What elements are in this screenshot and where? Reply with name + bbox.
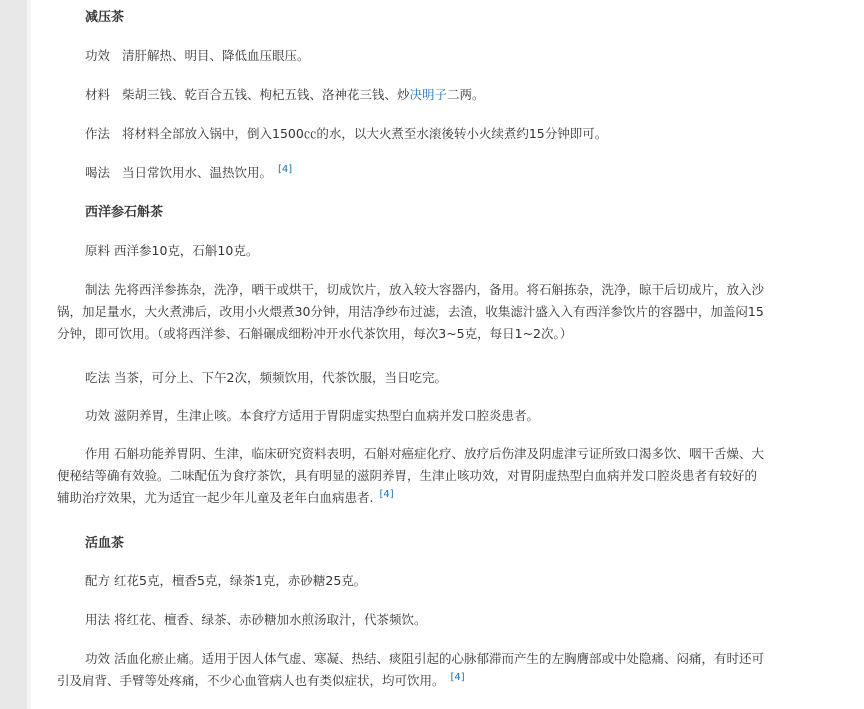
para-text: 二两。 (447, 87, 485, 102)
para-text: 清肝解热、明目、降低血压眼压。 (122, 48, 310, 63)
link-jueming[interactable]: 决明子 (409, 87, 448, 102)
para-line: 分钟，即可饮用。（或将西洋参、石斛碾成细粉冲开水代茶饮用，每次3~5克，每日1~2次。） (57, 326, 573, 341)
para-label: 作法 (85, 126, 111, 141)
paragraph (57, 570, 849, 591)
reference-link[interactable]: [4] (450, 671, 465, 683)
para-line: 制法 先将西洋参拣杂，洗净，晒干或烘干，切成饮片，放入较大容器内，备用。将石斛拣杂，洗净，晾干后切成片，放入沙 (85, 282, 765, 297)
para-label: 喝法 (85, 165, 111, 180)
paragraph-multiline (57, 648, 849, 692)
para-text: 西洋参10克，石斛10克。 (114, 243, 259, 258)
section-title: 活血茶 (85, 536, 125, 551)
para-label: 功效 (85, 651, 111, 666)
para-line: 锅，加足量水，大火煮沸后，改用小火煨煮30分钟，用洁净纱布过滤，去渣，收集滤汁盛入入有西洋参饮片的容器中，加盖闷15 (57, 304, 764, 319)
section-title: 西洋参石斛茶 (85, 205, 164, 220)
left-gutter (0, 0, 27, 709)
paragraph (57, 609, 849, 630)
para-label: 功效 (85, 408, 111, 423)
paragraph (57, 405, 849, 426)
paragraph (57, 84, 849, 105)
para-label: 用法 (85, 612, 111, 627)
paragraph (57, 162, 849, 183)
reference-link[interactable]: [4] (278, 163, 293, 175)
para-text: 将材料全部放入锅中，倒入1500㏄的水，以大火煮至水滚後转小火续煮约15分钟即可。 (122, 126, 608, 141)
paragraph (57, 367, 849, 388)
para-line: 辅助治疗效果，尤为适宜一起少年儿童及老年白血病患者. [4] (57, 488, 394, 505)
section-title: 减压茶 (85, 10, 125, 25)
para-label: 材料 (85, 87, 111, 102)
paragraph (57, 123, 849, 144)
para-label: 原料 (85, 243, 111, 258)
left-gutter-edge (27, 0, 31, 709)
para-label: 作用 (85, 446, 111, 461)
para-text: 滋阴养胃，生津止咳。本食疗方适用于胃阴虚实热型白血病并发口腔炎患者。 (114, 408, 540, 423)
para-text: 当茶，可分上、下午2次，频频饮用，代茶饮服，当日吃完。 (114, 370, 447, 385)
paragraph (57, 45, 849, 66)
para-line: 功效 活血化瘀止痛。适用于因人体气虚、寒凝、热结、痰阻引起的心脉郁滞而产生的左胸膺部或中处隐痛、闷痛，有时还可 (85, 651, 765, 666)
reference-link[interactable]: [4] (379, 488, 394, 500)
para-line: 作用 石斛功能养胃阴、生津，临床研究资料表明，石斛对癌症化疗、放疗后伤津及阴虚津亏证所致口渴多饮、咽干舌燥、大 (85, 446, 765, 461)
para-text: 当日常饮用水、温热饮用。 (122, 165, 273, 180)
para-text: 柴胡三钱、乾百合五钱、枸杞五钱、洛神花三钱、炒 (122, 87, 410, 102)
para-label: 吃法 (85, 370, 111, 385)
para-label: 功效 (85, 48, 111, 63)
para-text: 红花5克，檀香5克，绿茶1克，赤砂糖25克。 (114, 573, 367, 588)
para-text: 将红花、檀香、绿茶、赤砂糖加水煎汤取汁，代茶频饮。 (114, 612, 427, 627)
para-line: 引及肩背、手臂等处疼痛，不少心血管病人也有类似症状，均可饮用。 [4] (57, 671, 465, 688)
para-label: 制法 (85, 282, 111, 297)
para-line: 便秘结等确有效验。二味配伍为食疗茶饮，具有明显的滋阴养胃，生津止咳功效，对胃阴虚热型白血病并发口腔炎患者有较好的 (57, 468, 758, 483)
paragraph (57, 240, 849, 261)
paragraph-multiline (57, 443, 849, 509)
paragraph-multiline (57, 279, 849, 345)
para-label: 配方 (85, 573, 111, 588)
